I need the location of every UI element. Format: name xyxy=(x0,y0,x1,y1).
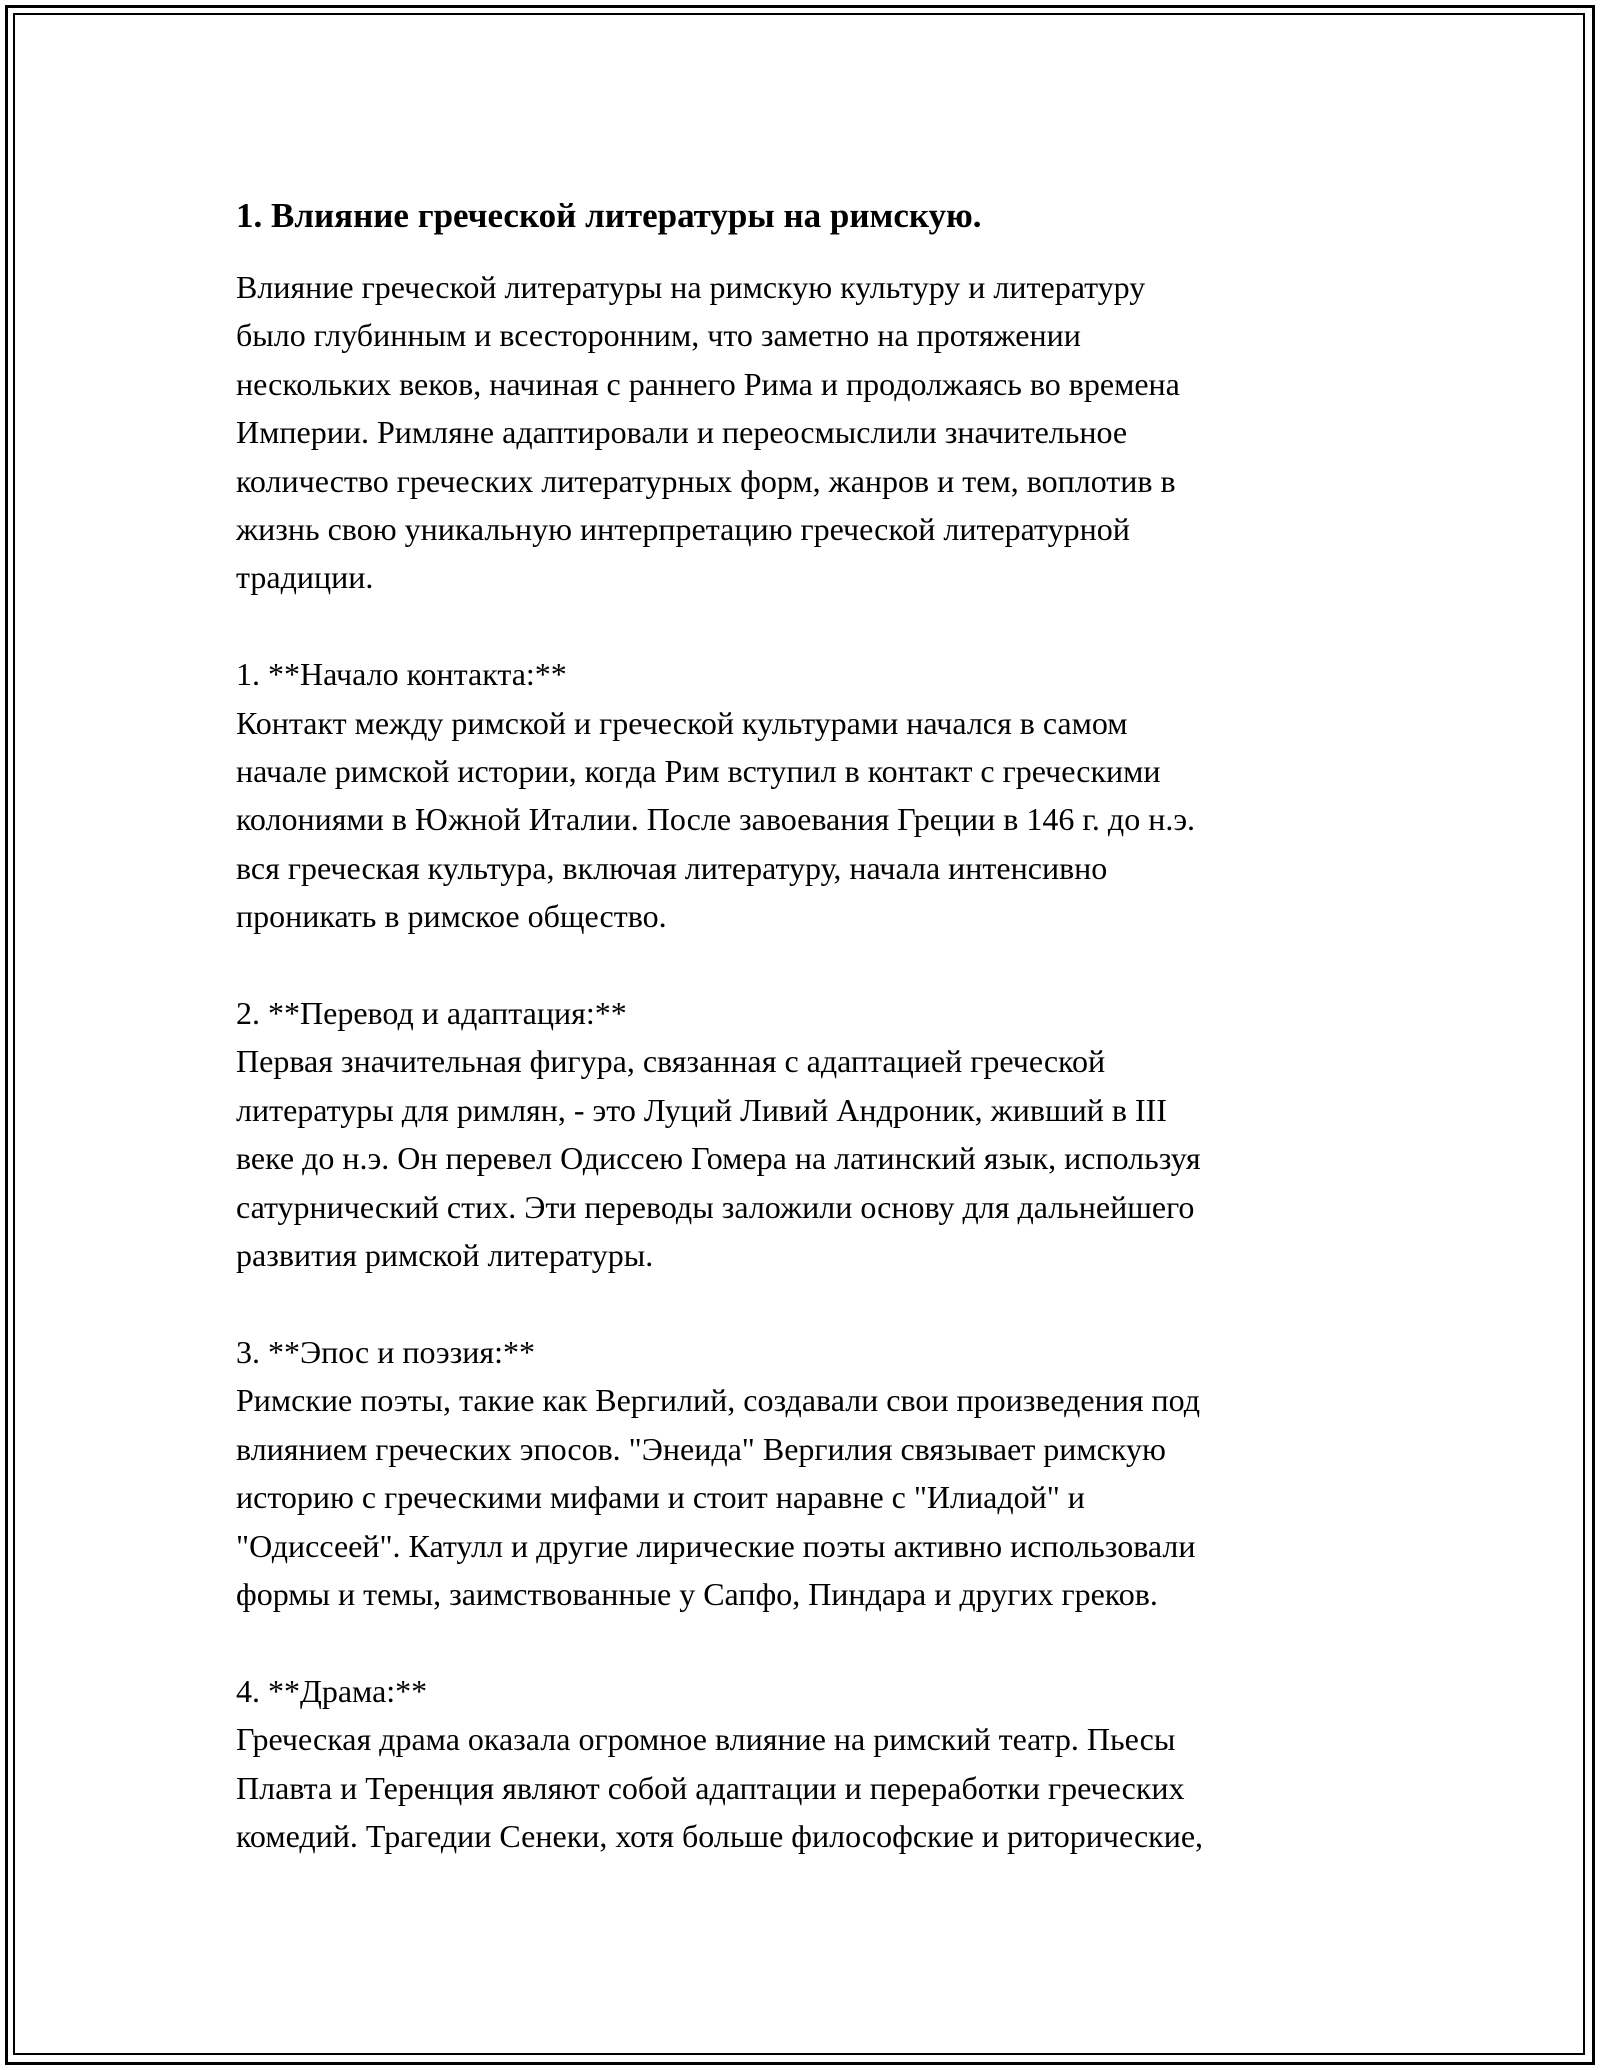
paragraph-spacer xyxy=(236,1280,1366,1328)
section-body: Греческая драма оказала огромное влияние на римский театр. Пьесы Плавта и Теренция являют собой адаптации и переработки греческих комедий. Трагедии Сенеки, хотя больше философские и риторические, xyxy=(236,1721,1204,1854)
document-body xyxy=(236,186,1366,1860)
document-title: 1. Влияние греческой литературы на римскую. xyxy=(236,196,982,235)
section-heading: 1. **Начало контакта:** xyxy=(236,656,567,693)
paragraph-spacer xyxy=(236,1618,1366,1666)
section-heading: 2. **Перевод и адаптация:** xyxy=(236,995,627,1032)
section-body: Контакт между римской и греческой культурами начался в самом начале римской истории, когда Рим вступил в контакт с греческими колониями в Южной Италии. После завоевания Греции в 146 г. до н.э. вся греческая культура, включая литературу, начала интенсивно проникать в римское общество. xyxy=(236,704,1196,935)
section-heading: 3. **Эпос и поэзия:** xyxy=(236,1333,535,1370)
paragraph-spacer xyxy=(236,941,1366,989)
intro-paragraph: Влияние греческой литературы на римскую культуру и литературу было глубинным и всесторонним, что заметно на протяжении нескольких веков, начиная с раннего Рима и продолжаясь во времена Империи. Римляне адаптировали и переосмыслили значительное количество греческих литературных форм, жанров и тем, воплотив в жизнь свою уникальную интерпретацию греческой литературной традиции. xyxy=(236,269,1180,596)
section-body: Римские поэты, такие как Вергилий, создавали свои произведения под влиянием греческих эпосов. "Энеида" Вергилия связывает римскую историю с греческими мифами и стоит наравне с "Илиадой" и "Одиссеей". Катулл и другие лирические поэты активно использовали формы и темы, заимствованные у Сапфо, Пиндара и других греков. xyxy=(236,1382,1201,1612)
section-heading: 4. **Драма:** xyxy=(236,1672,428,1709)
paragraph-spacer xyxy=(236,602,1366,650)
section-body: Первая значительная фигура, связанная с адаптацией греческой литературы для римлян, - это Луций Ливий Андроник, живший в III веке до н.э. Он перевел Одиссею Гомера на латинский язык, используя сатурнический стих. Эти переводы заложили основу для дальнейшего развития римской литературы. xyxy=(236,1043,1201,1274)
